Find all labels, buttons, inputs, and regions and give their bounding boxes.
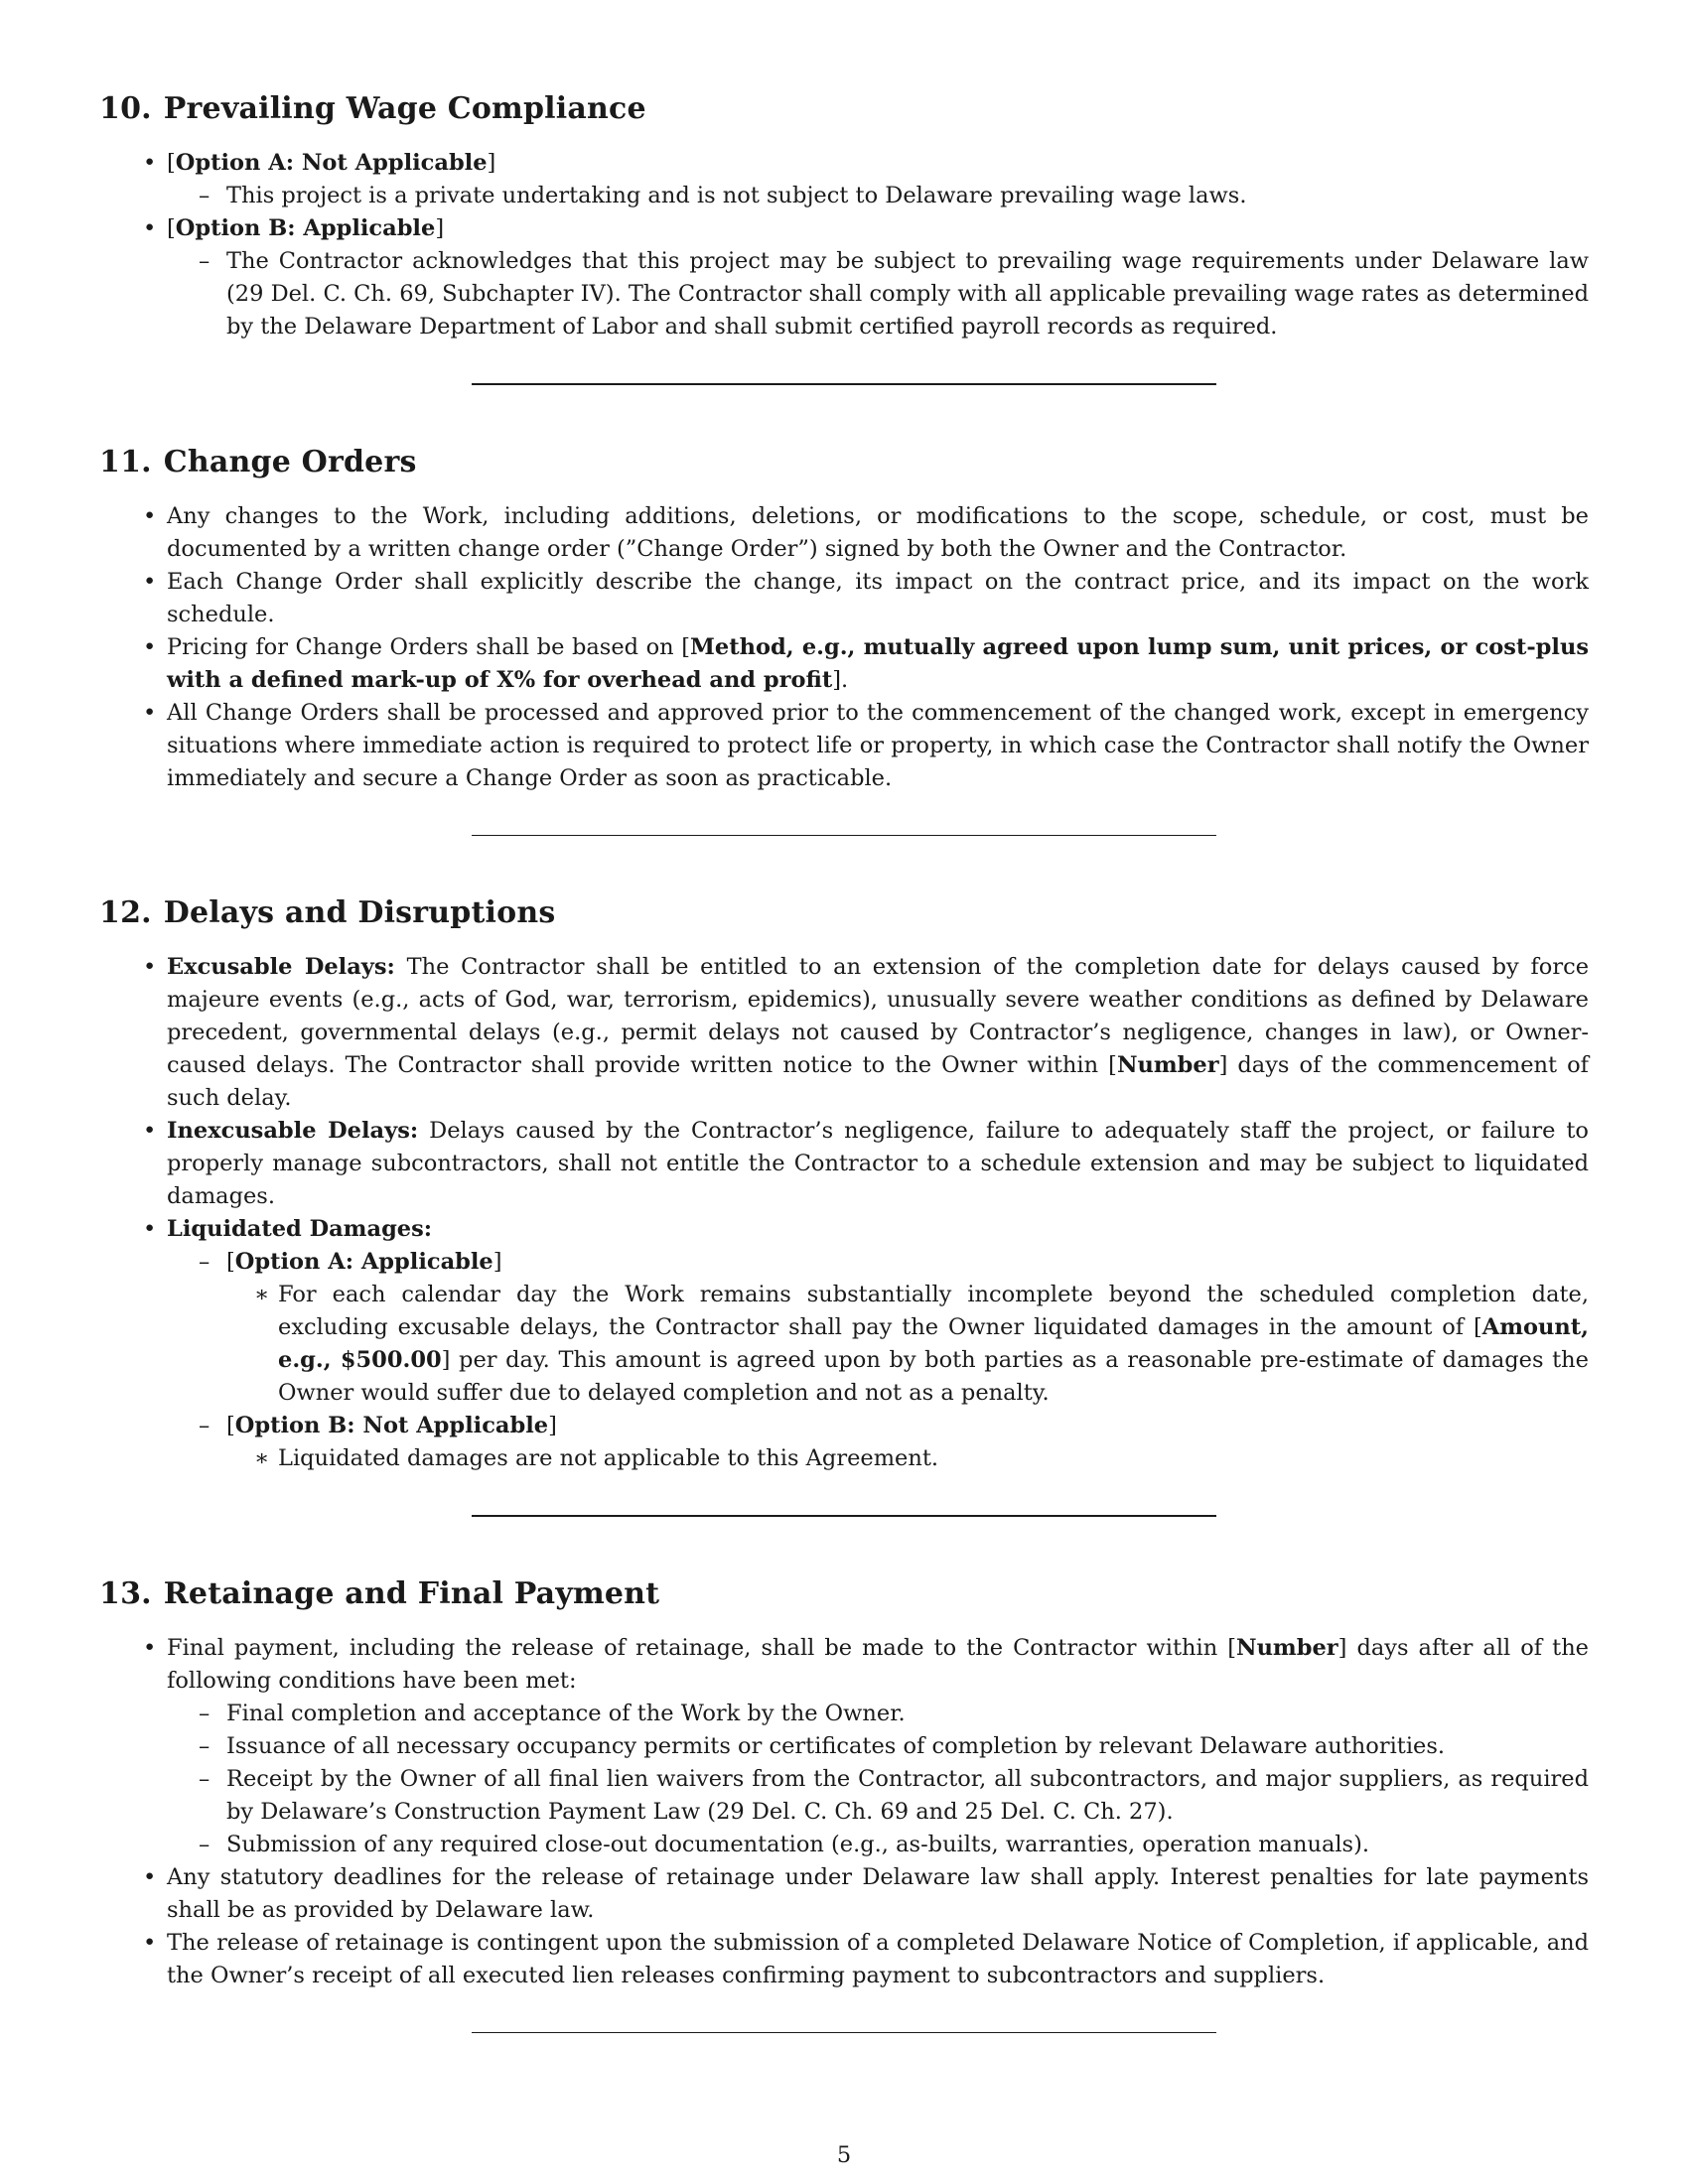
- section-number: 13.: [99, 1575, 152, 1611]
- option-label: Option B: Not Applicable: [234, 1413, 549, 1438]
- section-heading: [99, 895, 1589, 931]
- placeholder-text: Method, e.g., mutually agreed upon lump sum, unit prices, or cost-plus with a defined mark-up of X% for overhead and profit: [167, 633, 1589, 693]
- list-item: • The release of retainage is contingent upon the submission of a completed Delaware Notice of Completion, if applicable, and the Owner’s receipt of all executed lien releases confirming payment to subcontractors and suppliers.: [99, 1927, 1589, 1992]
- list-item: • Final payment, including the release of retainage, shall be made to the Contractor within [Number] days after all of the following conditions have been met: – Final completion and acceptance of the Work by the Owner. – Issuance of all necessary occupancy permits or certificates of completion by relevant Delaware authorities. – Receipt by the Owner of all final lien waivers from the Contractor, all subcontractors, and major suppliers, as required by Delaware’s Construction Payment Law (29 Del. C. Ch. 69 and 25 Del. C. Ch. 27). – Submission of any required close-out documentation (e.g., as-builts, warranties, operation manuals).: [99, 1632, 1589, 1861]
- text-span: days after all of the following conditions have been met:: [167, 1634, 1589, 1694]
- section-13: [99, 1576, 1589, 1992]
- text-span: days of the commencement of such delay.: [167, 1052, 1589, 1111]
- sub-sub-list: [226, 1442, 1589, 1475]
- sub-list-item: – [Option A: Applicable] ∗ For each calendar day the Work remains substantially incomplete beyond the scheduled completion date, excluding excusable delays, the Contractor shall pay the Owner liquidated damages in the amount of [Amount, e.g., $500.00] per day. This amount is agreed upon by both parties as a reasonable pre-estimate of damages the Owner would suffer due to delayed completion and not as a penalty.: [167, 1246, 1589, 1410]
- bullet-list: [99, 1632, 1589, 1992]
- section-11: [99, 445, 1589, 795]
- section-number: 11.: [99, 444, 152, 479]
- section-divider: [472, 835, 1216, 837]
- list-item: • Pricing for Change Orders shall be based on [Method, e.g., mutually agreed upon lump sum, unit prices, or cost-plus with a defined mark-up of X% for overhead and profit].: [99, 631, 1589, 697]
- sub-list-item: – [Option B: Not Applicable] ∗ Liquidated damages are not applicable to this Agreement.: [167, 1410, 1589, 1475]
- list-item: • Excusable Delays: The Contractor shall be entitled to an extension of the completion date for delays caused by force majeure events (e.g., acts of God, war, terrorism, epidemics), unusually severe weather conditions as defined by Delaware precedent, governmental delays (e.g., permit delays not caused by Contractor’s negligence, changes in law), or Owner-caused delays. The Contractor shall provide written notice to the Owner within [Number] days of the commencement of such delay.: [99, 951, 1589, 1115]
- placeholder-text: Number: [1236, 1634, 1338, 1661]
- section-title: Delays and Disruptions: [163, 895, 556, 930]
- text-span: For each calendar day the Work remains substantially incomplete beyond the scheduled completion date, excluding excusable delays, the Contractor shall pay the Owner liquidated damages in the amount of: [278, 1282, 1589, 1340]
- sub-list-item: – Final completion and acceptance of the Work by the Owner.: [167, 1698, 1589, 1730]
- sub-list-item: – The Contractor acknowledges that this project may be subject to prevailing wage requirements under Delaware law (29 Del. C. Ch. 69, Subchapter IV). The Contractor shall comply with all applicable prevailing wage rates as determined by the Delaware Department of Labor and shall submit certified payroll records as required.: [167, 245, 1589, 343]
- text-span: Pricing for Change Orders shall be based on: [167, 633, 682, 660]
- sub-list: [167, 1246, 1589, 1475]
- section-10: [99, 91, 1589, 343]
- section-12: [99, 895, 1589, 1475]
- text-span: The Contractor shall be entitled to an extension of the completion date for delays caused by force majeure events (e.g., acts of God, war, terrorism, epidemics), unusually severe weather conditions as defined by Delaware precedent, governmental delays (e.g., permit delays not caused by Contractor’s negligence, changes in law), or Owner-caused delays. The Contractor shall provide written notice to the Owner within: [167, 954, 1590, 1078]
- list-item: • All Change Orders shall be processed and approved prior to the commencement of the changed work, except in emergency situations where immediate action is required to protect life or property, in which case the Contractor shall notify the Owner immediately and secure a Change Order as soon as practicable.: [99, 697, 1589, 795]
- term-label: Inexcusable Delays:: [167, 1118, 419, 1144]
- page-number: 5: [836, 2142, 852, 2168]
- list-item: • [Option A: Not Applicable] – This project is a private undertaking and is not subject to Delaware prevailing wage laws.: [99, 147, 1589, 212]
- list-item: • [Option B: Applicable] – The Contractor acknowledges that this project may be subject to prevailing wage requirements under Delaware law (29 Del. C. Ch. 69, Subchapter IV). The Contractor shall comply with all applicable prevailing wage rates as determined by the Delaware Department of Labor and shall submit certified payroll records as required.: [99, 212, 1589, 343]
- term-label: Liquidated Damages:: [167, 1216, 433, 1242]
- section-number: 12.: [99, 895, 152, 930]
- sub-list: [167, 1698, 1589, 1861]
- term-label: Excusable Delays:: [167, 954, 395, 980]
- sub-list-item: – Submission of any required close-out documentation (e.g., as-builts, warranties, operation manuals).: [167, 1829, 1589, 1861]
- option-label: Option A: Not Applicable: [175, 150, 488, 176]
- section-heading: [99, 91, 1589, 127]
- section-title: Prevailing Wage Compliance: [163, 91, 646, 126]
- document-page: [99, 91, 1589, 2093]
- section-divider: [472, 1515, 1216, 1517]
- sub-list: [167, 245, 1589, 343]
- section-number: 10.: [99, 91, 152, 126]
- placeholder-text: Amount, e.g., $500.00: [278, 1314, 1589, 1373]
- option-label: Option B: Applicable: [175, 215, 436, 241]
- section-title: Retainage and Final Payment: [163, 1575, 660, 1611]
- list-item: [99, 1213, 1589, 1475]
- text-span: .: [841, 666, 849, 693]
- section-title: Change Orders: [163, 444, 417, 479]
- text-span: Final payment, including the release of retainage, shall be made to the Contractor within: [167, 1634, 1228, 1661]
- section-heading: [99, 445, 1589, 480]
- list-item: • Any statutory deadlines for the release of retainage under Delaware law shall apply. Interest penalties for late payments shall be as provided by Delaware law.: [99, 1861, 1589, 1927]
- sub-list-item: – This project is a private undertaking and is not subject to Delaware prevailing wage laws.: [167, 180, 1589, 212]
- list-item: • Any changes to the Work, including additions, deletions, or modifications to the scope, schedule, or cost, must be documented by a written change order (”Change Order”) signed by both the Owner and the Contractor.: [99, 500, 1589, 566]
- sub-list-item: – Receipt by the Owner of all final lien waivers from the Contractor, all subcontractors, and major suppliers, as required by Delaware’s Construction Payment Law (29 Del. C. Ch. 69 and 25 Del. C. Ch. 27).: [167, 1763, 1589, 1829]
- section-divider: [472, 383, 1216, 385]
- section-divider: [472, 2032, 1216, 2034]
- text-span: Delays caused by the Contractor’s negligence, failure to adequately staff the project, or failure to properly manage subcontractors, shall not entitle the Contractor to a schedule extension and may be subject to liquidated damages.: [167, 1118, 1589, 1209]
- sub-sub-list-item: ∗ For each calendar day the Work remains substantially incomplete beyond the scheduled completion date, excluding excusable delays, the Contractor shall pay the Owner liquidated damages in the amount of [Amount, e.g., $500.00] per day. This amount is agreed upon by both parties as a reasonable pre-estimate of damages the Owner would suffer due to delayed completion and not as a penalty.: [226, 1279, 1589, 1410]
- sub-list-item: – Issuance of all necessary occupancy permits or certificates of completion by relevant Delaware authorities.: [167, 1730, 1589, 1763]
- bullet-list: [99, 147, 1589, 343]
- list-item: • Each Change Order shall explicitly describe the change, its impact on the contract price, and its impact on the work schedule.: [99, 566, 1589, 631]
- text-span: per day. This amount is agreed upon by both parties as a reasonable pre-estimate of damages the Owner would suffer due to delayed completion and not as a penalty.: [278, 1347, 1589, 1406]
- sub-list: [167, 180, 1589, 212]
- bullet-list: [99, 951, 1589, 1475]
- placeholder-text: Number: [1116, 1052, 1219, 1078]
- sub-sub-list-item: ∗ Liquidated damages are not applicable to this Agreement.: [226, 1442, 1589, 1475]
- sub-sub-list: [226, 1279, 1589, 1410]
- list-item: [99, 1115, 1589, 1213]
- section-heading: [99, 1576, 1589, 1612]
- option-label: Option A: Applicable: [234, 1249, 493, 1275]
- bullet-list: [99, 500, 1589, 795]
